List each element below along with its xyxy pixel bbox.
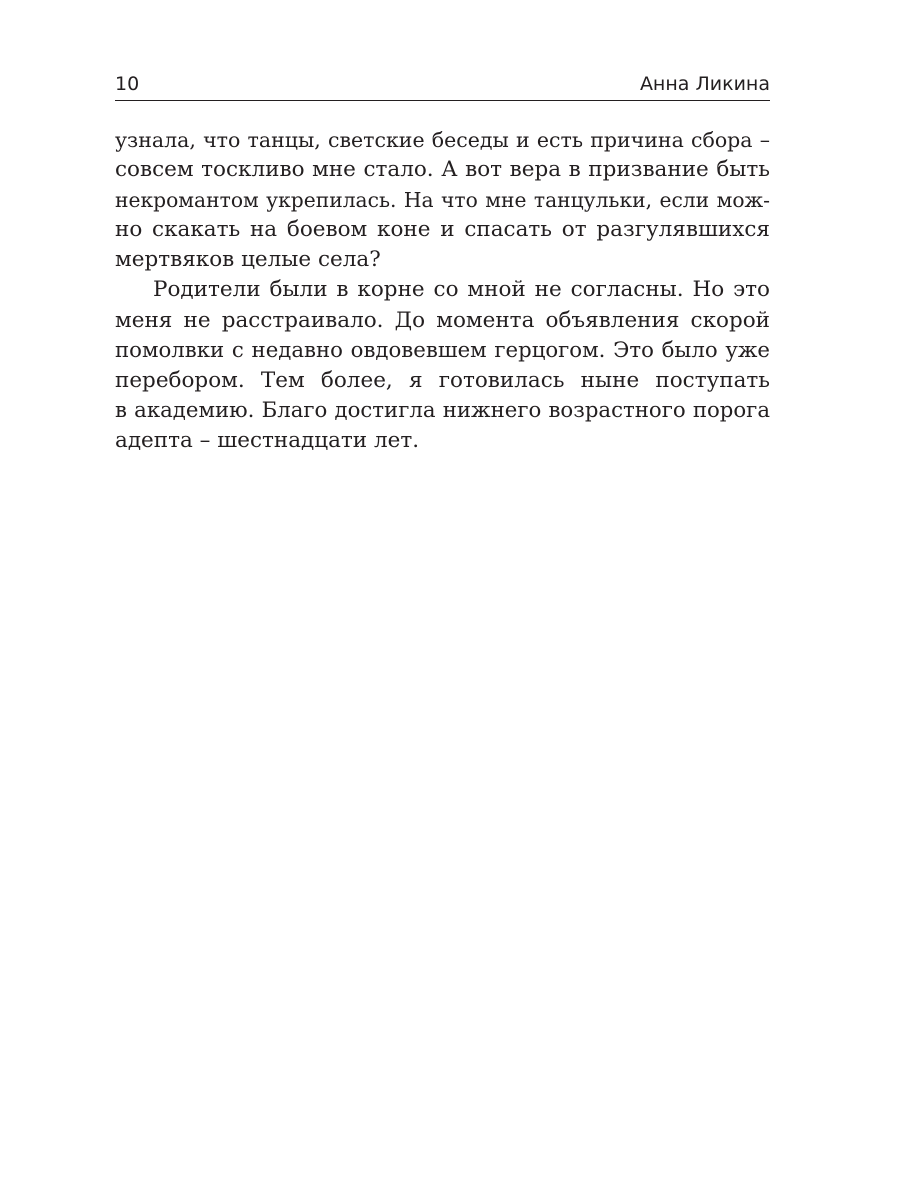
author-name: Анна Ликина <box>639 73 770 95</box>
page-number: 10 <box>115 73 140 95</box>
body-text <box>115 125 770 456</box>
text-line: некромантом укрепилась. На что мне танцульки, если мож- <box>115 188 770 213</box>
text-line: в академию. Благо достигла нижнего возрастного порога <box>115 397 770 423</box>
text-line: мертвяков целые села? <box>115 247 381 273</box>
text-line: меня не расстраивало. До момента объявления скорой <box>115 307 770 333</box>
text-line: Родители были в корне со мной не согласны. Но это <box>153 277 770 303</box>
text-line: помолвки с недавно овдовевшем герцогом. Это было уже <box>115 337 770 363</box>
text-line: адепта – шестнадцати лет. <box>115 427 420 453</box>
text-line: совсем тоскливо мне стало. А вот вера в призвание быть <box>115 157 770 183</box>
text-line: но скакать на боевом коне и спасать от разгулявшихся <box>115 217 770 243</box>
text-line: перебором. Тем более, я готовилась ныне поступать <box>115 367 770 393</box>
paragraph-2 <box>115 275 770 456</box>
text-line: узнала, что танцы, светские беседы и есть причина сбора – <box>115 128 770 152</box>
running-header <box>115 70 770 101</box>
paragraph-1 <box>115 125 770 275</box>
